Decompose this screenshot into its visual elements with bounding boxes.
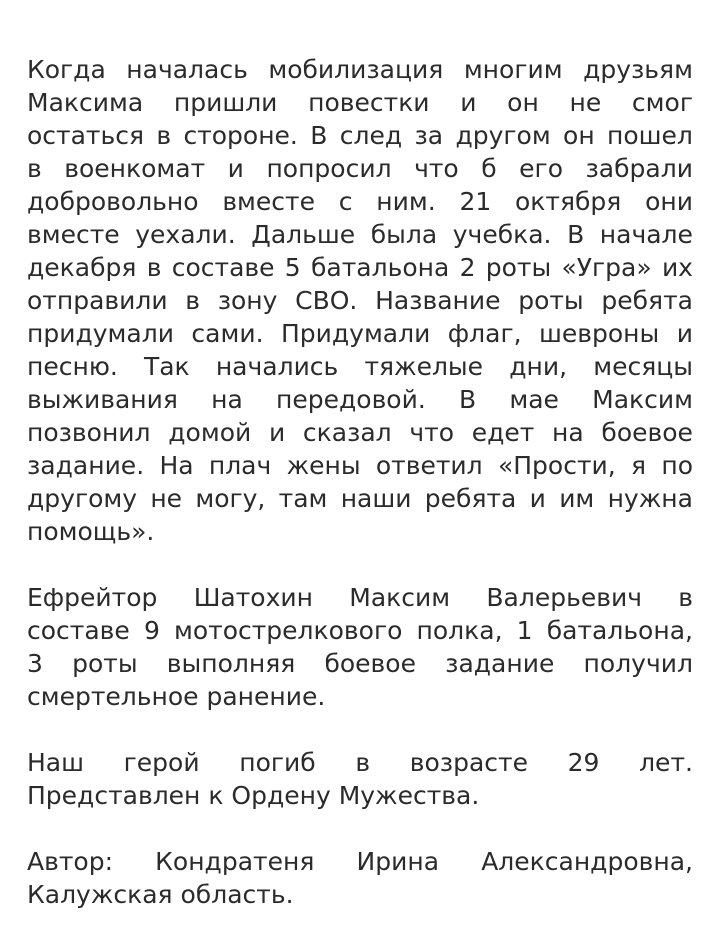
text-line: Представлен к Ордену Мужества.: [27, 781, 480, 810]
text-line: Автор: Кондратеня Ирина Александровна,: [27, 847, 693, 876]
text-line: Ефрейтор Шатохин Максим Валерьевич в: [27, 583, 693, 612]
text-line: помощь».: [27, 517, 155, 546]
text-line: добровольно вместе с ним. 21 октября они: [27, 187, 693, 216]
text-line: Наш герой погиб в возрасте 29 лет.: [27, 748, 693, 777]
text-line: выживания на передовой. В мае Максим: [27, 385, 693, 414]
text-line: 3 роты выполняя боевое задание получил: [27, 649, 693, 678]
text-line: другому не могу, там наши ребята и им нужна: [27, 484, 693, 513]
document-body: [27, 53, 693, 911]
text-line: Калужская область.: [27, 880, 294, 909]
text-line: Максима пришли повестки и он не смог: [27, 88, 693, 117]
text-line: отправили в зону СВО. Название роты ребята: [27, 286, 693, 315]
paragraph-2: [27, 581, 693, 713]
text-line: составе 9 мотострелкового полка, 1 батальона,: [27, 616, 693, 645]
text-line: песню. Так начались тяжелые дни, месяцы: [27, 352, 693, 381]
paragraph-1: [27, 53, 693, 548]
text-line: в военкомат и попросил что б его забрали: [27, 154, 693, 183]
text-line: Когда началась мобилизация многим друзьям: [27, 55, 693, 84]
text-line: остаться в стороне. В след за другом он пошел: [27, 121, 693, 150]
text-line: смертельное ранение.: [27, 682, 326, 711]
paragraph-4: [27, 845, 693, 911]
text-line: позвонил домой и сказал что едет на боевое: [27, 418, 693, 447]
text-line: декабря в составе 5 батальона 2 роты «Угра» их: [27, 253, 693, 282]
text-line: придумали сами. Придумали флаг, шевроны и: [27, 319, 693, 348]
text-line: задание. На плач жены ответил «Прости, я по: [27, 451, 693, 480]
paragraph-3: [27, 746, 693, 812]
text-line: вместе уехали. Дальше была учебка. В начале: [27, 220, 693, 249]
